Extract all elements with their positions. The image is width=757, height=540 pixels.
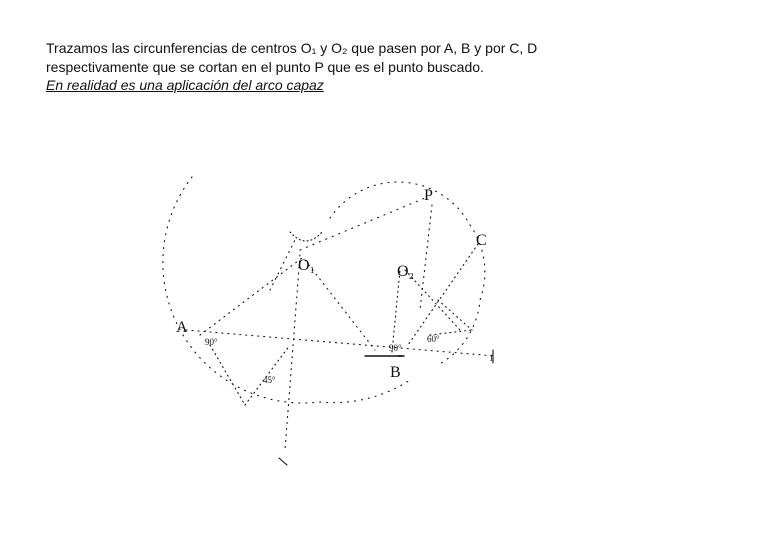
instruction-note: En realidad es una aplicación del arco capaz [46,77,324,93]
line-45-a [210,345,245,405]
label-p: P [424,187,433,204]
instruction-line-2: respectivamente que se cortan en el punto P que es el punto buscado. [46,58,484,75]
instruction-line-1: Trazamos las circunferencias de centros O₁ y O₂ que pasen por A, B y por C, D [46,40,538,56]
bottom-tick [279,458,287,465]
label-o2: O₂ [397,263,415,280]
line-p-down [420,205,432,310]
label-o1: O₁ [298,257,316,274]
angle-label-45: 45° [263,375,276,385]
line-a-o1 [200,258,302,335]
angle-label-c: 60° [427,334,440,344]
line-b-o2 [392,270,400,352]
vertex-o1-arc [290,232,322,241]
line-a-p [300,198,425,250]
label-one: 1 [489,353,494,363]
ray-upper-left [270,240,295,290]
angle-label-b: 90° [389,343,402,353]
line-a-1 [186,330,495,356]
angle-label-a: 90° [205,337,218,347]
label-b: B [390,364,401,381]
circle-o1-arc [163,177,410,403]
label-c: C [476,232,487,249]
label-a: A [176,319,188,336]
line-o1-vertical [285,255,300,450]
line-c-b [408,244,478,345]
line-c-right [438,300,472,330]
line-o1-b [305,260,375,350]
